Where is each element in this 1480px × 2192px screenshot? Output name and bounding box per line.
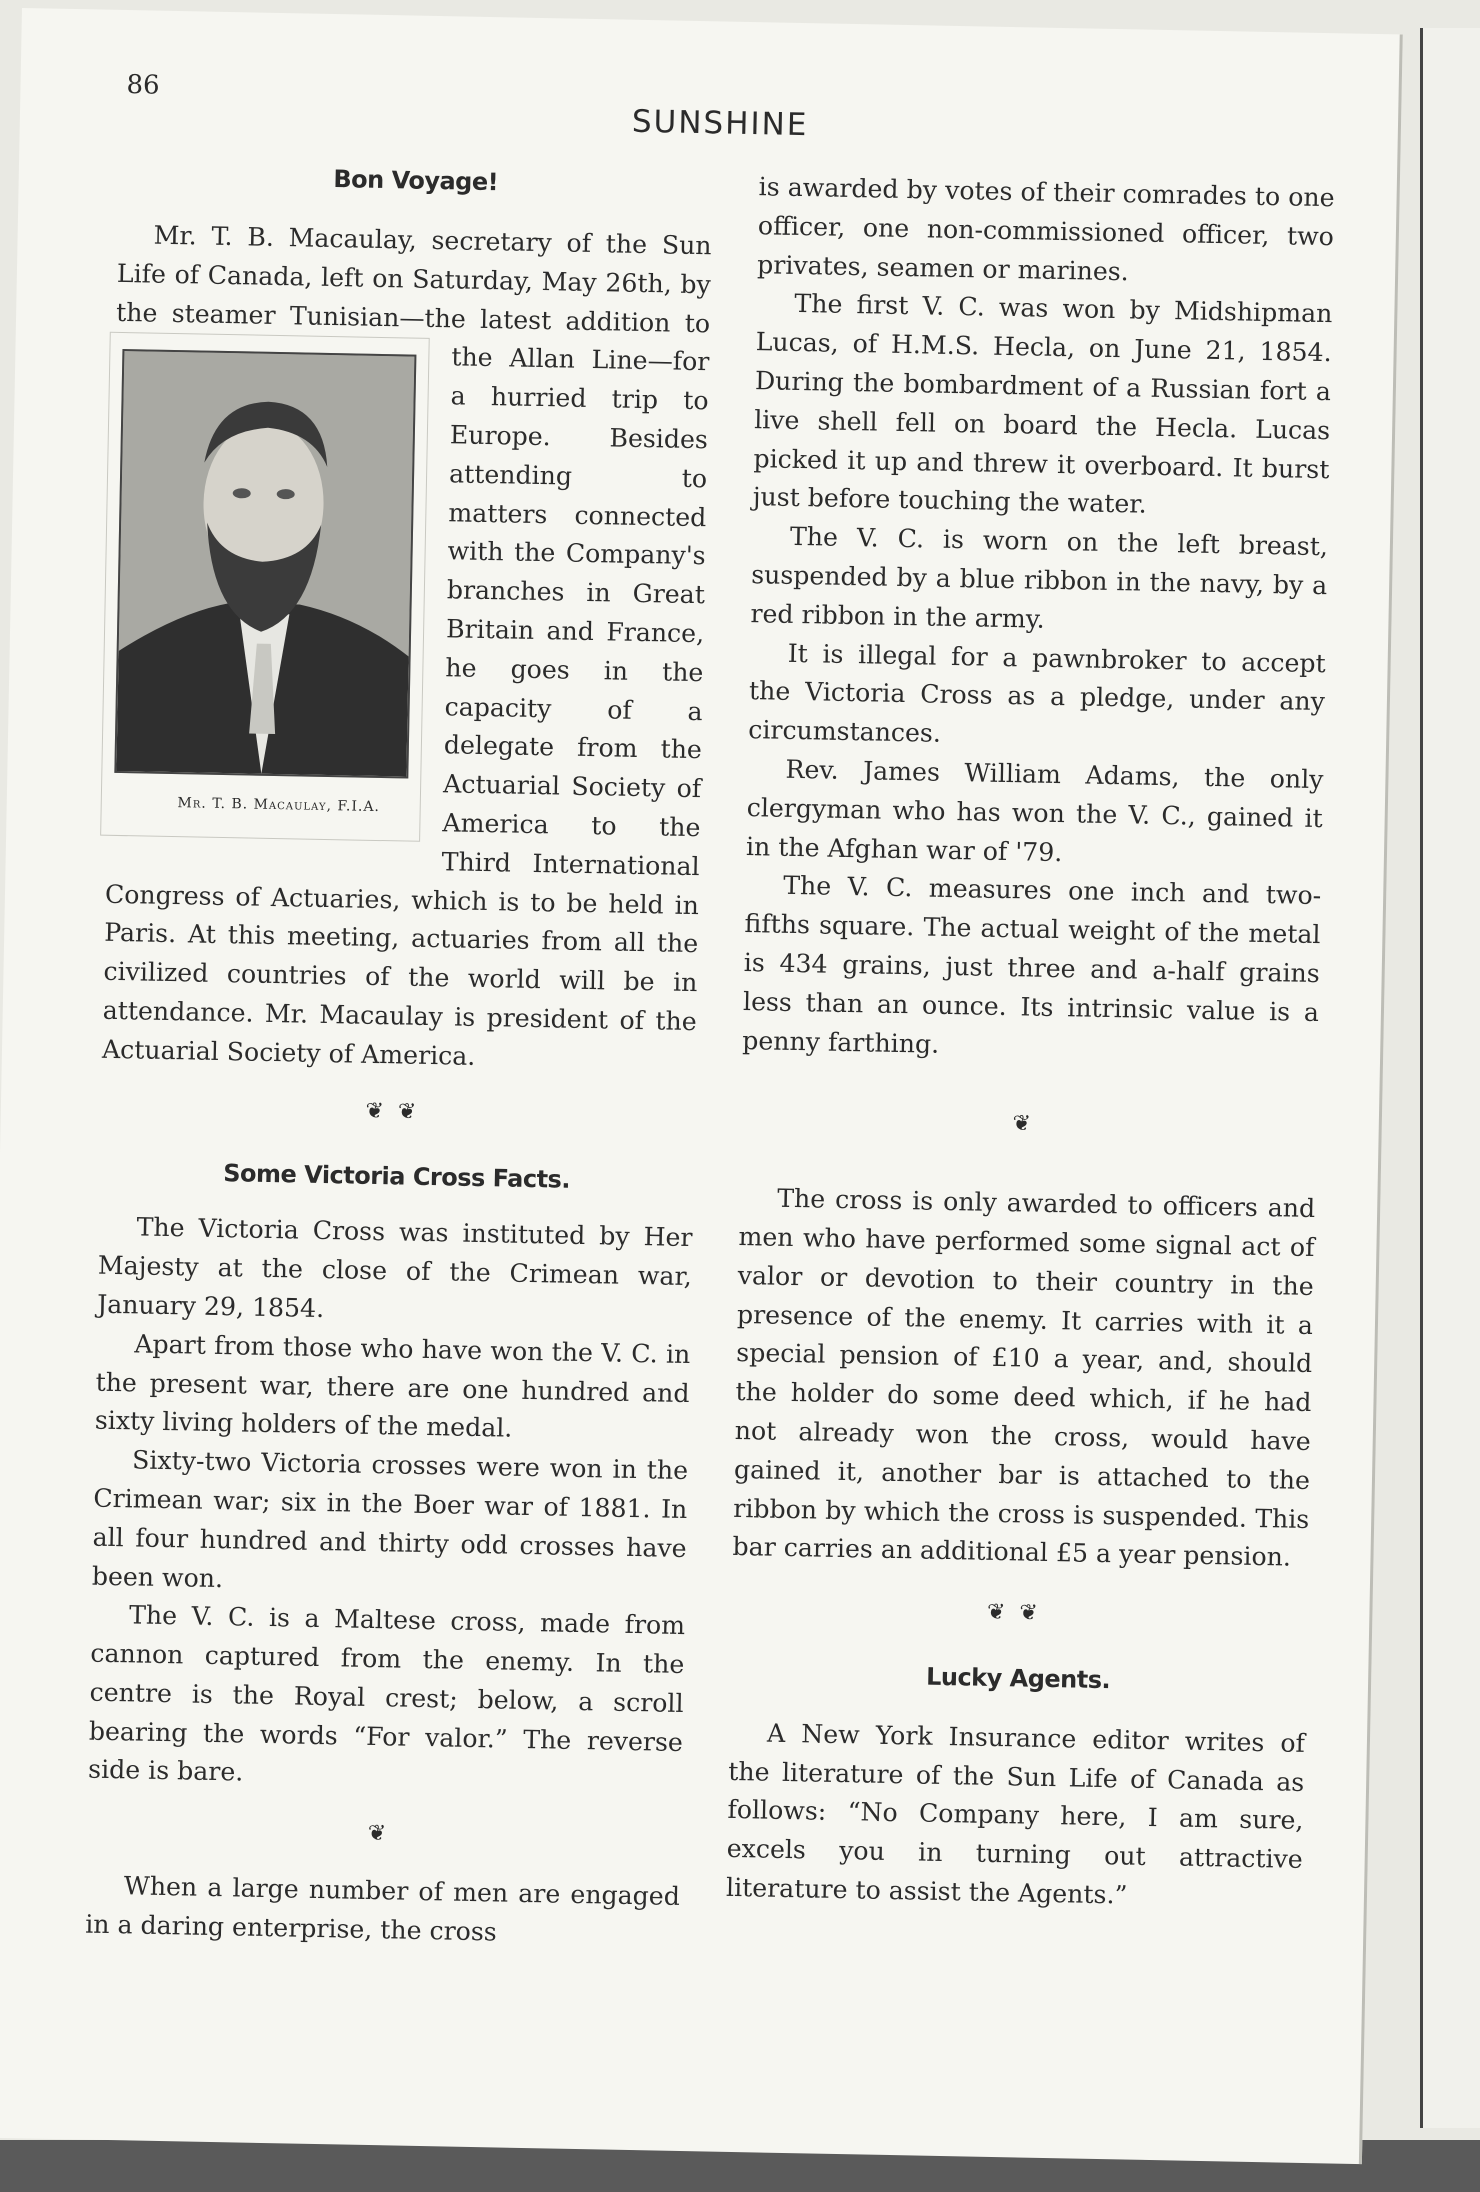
vc-right-paragraph-5: The V. C. measures one inch and two-fifths square. The actual weight of the metal is 434 grains, just three and a-half grains less than an ounce. Its intrinsic value is a penny farthing. [742, 871, 1322, 1059]
vc-paragraph-3: Sixty-two Victoria crosses were won in the Crimean war; six in the Boer war of 1881. In all four hundred and thirty odd crosses have been won. [91, 1445, 689, 1593]
vc-right-paragraph-2: The V. C. is worn on the left breast, suspended by a blue ribbon in the navy, by a red ribbon in the army. [750, 522, 1329, 634]
section-ornament: ❦ [1012, 1111, 1046, 1138]
bon-voyage-paragraph [102, 216, 712, 1081]
section-ornament: ❦❦ [365, 1098, 431, 1125]
bon-voyage-text-start: Mr. T. B. Macaulay, secretary of the Sun Life of Canada, left on Saturday, May 26th, by the steamer Tunisian—the latest [115, 220, 712, 336]
vc-paragraph-5-rest: is awarded by votes of their comrades to one officer, one non-commissioned officer, two privates, seamen or marines. [756, 172, 1335, 286]
running-head: SUNSHINE [631, 103, 809, 144]
victoria-cross-title: Some Victoria Cross Facts. [223, 1159, 571, 1195]
bon-voyage-title: Bon Voyage! [333, 165, 499, 197]
section-ornament: ❦ [367, 1821, 401, 1847]
vc-right-paragraph-4: Rev. James William Adams, the only clergyman who has won the V. C., gained it in the Afghan war of '79. [745, 754, 1324, 867]
lucky-agents-title: Lucky Agents. [925, 1662, 1111, 1695]
vc-right-paragraph-3: It is illegal for a pawnbroker to accept the Victoria Cross as a pledge, under any circumstances. [748, 638, 1326, 748]
vc-paragraph-4: The V. C. is a Maltese cross, made from cannon captured from the enemy. In the centre is the Royal crest; below, a scroll bearing the words “For valor.” The reverse side is bare. [87, 1600, 686, 1788]
portrait-caption: Mr. T. B. Macaulay, F.I.A. [177, 794, 381, 815]
right-column [726, 168, 1335, 1919]
magazine-page [0, 8, 1403, 2164]
portrait-photo [114, 349, 416, 779]
portrait-figure [100, 332, 430, 842]
bon-voyage-text-rest: addition to the Allan Line—for a hurried trip to Europe. Besides attending to matters connected with the Company's branches in Great Britain and France, he goes in the capacity of a delegate from the Actuarial Society of America to the Third International Congress of Actuaries, which is to be held in Paris. At this meeting, actuaries from all the civilized countries of the world will be in attendance. Mr. Macaulay is president of the Actuarial Society of America. [101, 306, 711, 1071]
vc-right-paragraph-1: The first V. C. was won by Midshipman Lucas, of H.M.S. Hecla, on June 21, 1854. During the bombardment of a Russian fort a live shell fell on board the Hecla. Lucas picked it up and threw it overboard. It burst just before touching the water. [752, 289, 1333, 520]
page-number: 86 [126, 70, 160, 101]
vc-paragraph-5-start: When a large number of men are engaged in a daring enterprise, the cross [84, 1871, 681, 1947]
vc-pension-paragraph: The cross is only awarded to officers and men who have performed some signal act of valor or devotion to their country in the presence of the enemy. It carries with it a special pension of £10 a year, and, should the holder do some deed which, if he had not already won the cross, would have gained it, another bar is attached to the ribbon by which the cross is suspended. This bar carries an additional £5 a year pension. [732, 1183, 1316, 1572]
adjacent-page-edge [1420, 28, 1480, 2128]
section-ornament: ❦❦ [986, 1599, 1053, 1627]
lucky-agents-paragraph: A New York Insurance editor writes of the literature of the Sun Life of Canada as follows: “No Company here, I am sure, excels you in turning out attractive literature to assist the Agents.” [725, 1718, 1306, 1910]
vc-paragraph-1: The Victoria Cross was instituted by Her Majesty at the close of the Crimean war, January 29, 1854. [96, 1212, 693, 1323]
left-column [85, 156, 713, 1956]
vc-paragraph-2: Apart from those who have won the V. C. in the present war, there are one hundred and sixty living holders of the medal. [94, 1329, 691, 1443]
